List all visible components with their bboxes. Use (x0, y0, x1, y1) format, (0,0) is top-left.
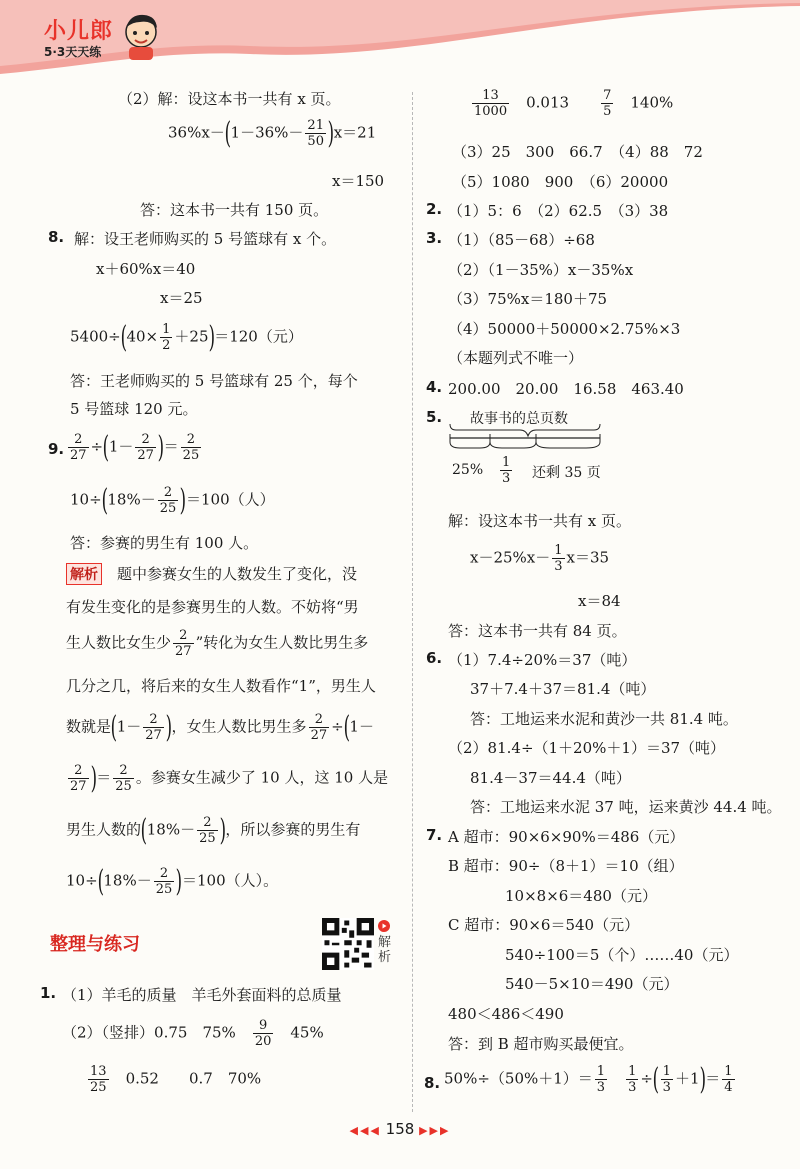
denominator: 4 (724, 1080, 733, 1095)
q5-diagram-fraction (498, 455, 514, 486)
fraction (143, 712, 164, 743)
q7-line-5: 540÷100＝5（个）……40（元） (505, 946, 739, 964)
q8-eq2: x＝25 (160, 289, 203, 307)
fraction (68, 763, 89, 794)
left-arrows-icon: ◀◀◀ (349, 1124, 381, 1137)
text: ÷ (331, 717, 344, 736)
fraction (661, 1064, 673, 1095)
q9-line2 (70, 482, 275, 518)
q6-line-2: 37＋7.4＋37＝81.4（吨） (470, 680, 656, 698)
fraction (88, 1064, 109, 1095)
numerator: 1 (554, 543, 563, 558)
paren: ) (219, 812, 226, 848)
numerator: 2 (181, 432, 202, 448)
numerator: 2 (135, 432, 156, 448)
numerator: 1 (662, 1064, 671, 1079)
q6-line-4: （2）81.4÷（1＋20%＋1）＝37（吨） (448, 739, 726, 757)
q6-line-5: 81.4－37＝44.4（吨） (470, 769, 631, 787)
q9-equation (66, 429, 203, 465)
q3-line-4: （4）50000＋50000×2.75%×3 (448, 320, 681, 338)
q8-eq3 (70, 319, 303, 355)
fraction (601, 88, 613, 119)
qr-label: 解析 (378, 935, 392, 965)
paren: ( (101, 482, 108, 518)
brand-sub: 5·3天天练 (44, 45, 102, 59)
q9-number: 9. (48, 440, 65, 458)
text: 1－ (108, 437, 134, 456)
right-arrows-icon: ▶▶▶ (419, 1124, 451, 1137)
text: ＝ (705, 1069, 721, 1088)
denominator: 20 (254, 1034, 272, 1049)
text: 10÷ (66, 871, 98, 890)
paren: ) (175, 863, 183, 899)
r3-line: （5）1080 900 （6）20000 (452, 173, 669, 191)
denominator: 25 (199, 831, 216, 846)
text: 18%－ (103, 871, 152, 890)
fraction (113, 763, 134, 794)
q4-text: 200.00 20.00 16.58 463.40 (448, 380, 684, 398)
q6-number: 6. (426, 649, 443, 667)
text: 40× (126, 327, 159, 346)
text: ÷ (90, 437, 104, 456)
numerator: 1 (502, 455, 511, 470)
analysis-line-3 (66, 628, 368, 659)
q7-line-1: A 超市：90×6×90%＝486（元） (448, 828, 685, 846)
paren: ) (327, 115, 335, 151)
q7-line-7: 480＜486＜490 (448, 1005, 564, 1023)
numerator: 21 (307, 118, 324, 133)
paren: ( (110, 709, 118, 745)
q3-line-3: （3）75%x＝180＋75 (448, 290, 608, 308)
play-icon (378, 920, 390, 932)
text: ＝100（人）。 (181, 871, 279, 890)
p1-line-2 (62, 1018, 324, 1049)
text: 题中参赛女生的人数发生了变化，没 (117, 565, 358, 583)
text: ＝120（元） (214, 327, 303, 346)
q3-line-5: （本题列式不唯一） (448, 349, 584, 367)
numerator: 13 (90, 1064, 107, 1079)
text: 36%x－ (168, 123, 225, 142)
text: ，所以参赛的男生有 (225, 820, 361, 839)
brand-logo (44, 14, 113, 60)
denominator: 27 (70, 779, 87, 794)
q8-intro: 解：设王老师购买的 5 号篮球有 x 个。 (74, 230, 337, 248)
numerator: 2 (68, 763, 89, 779)
q5-number: 5. (426, 408, 443, 426)
numerator: 13 (472, 88, 509, 104)
q6-line-3: 答：工地运来水泥和黄沙一共 81.4 吨。 (470, 710, 738, 728)
denominator: 27 (70, 448, 87, 463)
q9-answer: 答：参赛的男生有 100 人。 (70, 534, 259, 552)
q7b-x: x＝150 (332, 172, 385, 190)
paren: ( (652, 1061, 660, 1097)
q8-equation-right (444, 1061, 737, 1097)
denominator: 25 (155, 882, 173, 897)
text: x＝35 (566, 548, 610, 567)
denominator: 27 (175, 644, 192, 659)
column-divider (412, 92, 413, 1112)
q6-line-6: 答：工地运来水泥 37 吨，运来黄沙 44.4 吨。 (470, 798, 782, 816)
numerator: 2 (113, 763, 134, 779)
text: 0.52 0.7 70% (125, 1069, 262, 1088)
fraction (158, 485, 179, 516)
text: 1－ (349, 717, 374, 736)
q2-number: 2. (426, 200, 443, 218)
q7-line-8: 答：到 B 超市购买最便宜。 (448, 1035, 634, 1053)
q7b-equation (168, 115, 377, 151)
q7-line-2: B 超市：90÷（8＋1）＝10（组） (448, 857, 684, 875)
q8-number: 8. (48, 228, 65, 246)
denominator: 3 (554, 559, 563, 574)
text: 1－ (116, 717, 142, 736)
q3-line-2: （2）（1－35%）x－35%x (448, 261, 634, 279)
analysis-line-4: 几分之几，将后来的女生人数看作“1”，男生人 (66, 677, 376, 695)
text: ＝100（人） (185, 490, 275, 509)
numerator: 2 (197, 815, 218, 831)
text: ”转化为女生人数比男生多 (195, 633, 369, 652)
paren: ( (97, 863, 104, 899)
numerator: 2 (68, 432, 89, 448)
fraction (722, 1064, 734, 1095)
text: 18%－ (146, 820, 196, 839)
text: ，女生人数比男生多 (171, 717, 307, 736)
q8-eq1: x＋60%x＝40 (96, 260, 196, 278)
analysis-line-2: 有发生变化的是参赛男生的人数。不妨将“男 (66, 598, 359, 616)
denominator: 27 (145, 728, 162, 743)
text: ＝ (96, 768, 112, 787)
qr-code-icon[interactable] (322, 918, 374, 970)
analysis-line-7 (66, 812, 361, 848)
q7-line-4: C 超市：90×6＝540（元） (448, 916, 640, 934)
q4-number: 4. (426, 378, 443, 396)
brand-name: 小儿郎 (44, 19, 114, 44)
numerator: 1 (596, 1064, 606, 1079)
text: 45% (290, 1023, 324, 1042)
fraction (160, 322, 172, 353)
denominator: 25 (90, 1080, 107, 1095)
q7-line-6: 540－5×10＝490（元） (505, 975, 679, 993)
q5-intro: 解：设这本书一共有 x 页。 (448, 512, 631, 530)
fraction (173, 628, 194, 659)
fraction (626, 1064, 638, 1095)
fraction (472, 88, 509, 119)
q8-number-right: 8. (424, 1074, 441, 1092)
analysis-line-6 (66, 760, 389, 796)
denominator: 25 (182, 448, 200, 463)
text: 10÷ (70, 490, 102, 509)
paren: ) (157, 429, 165, 465)
text: 生人数比女生少 (66, 633, 172, 652)
q8-answer-1: 答：王老师购买的 5 号篮球有 25 个，每个 (70, 372, 358, 390)
text: 0.013 (526, 93, 570, 112)
numerator: 2 (143, 712, 164, 728)
text: 140% (630, 93, 674, 112)
mascot-icon (120, 10, 162, 62)
fraction (253, 1018, 274, 1049)
fraction (552, 543, 564, 574)
denominator: 3 (628, 1080, 637, 1095)
fraction (181, 432, 202, 463)
denominator: 1000 (474, 104, 508, 119)
paren: ( (120, 319, 127, 355)
denominator: 27 (310, 728, 328, 743)
text: 5400÷ (70, 327, 121, 346)
fraction (135, 432, 156, 463)
paren: ) (699, 1061, 706, 1097)
fraction (305, 118, 326, 149)
fraction (68, 432, 89, 463)
q7b-answer: 答：这本书一共有 150 页。 (140, 201, 329, 219)
q6-line-1: （1）7.4÷20%＝37（吨） (448, 651, 637, 669)
numerator: 1 (724, 1064, 733, 1079)
text: x－25%x－ (470, 548, 551, 567)
r1-line (470, 88, 673, 119)
q5-x: x＝84 (578, 592, 621, 610)
fraction (500, 455, 512, 486)
analysis-line-5 (66, 709, 374, 745)
denominator: 5 (603, 104, 612, 119)
text: 1－36%－ (230, 123, 304, 142)
denominator: 3 (502, 471, 511, 486)
paren: ( (102, 429, 110, 465)
q2-text: （1）5：6 （2）62.5 （3）38 (448, 202, 669, 220)
fraction (154, 866, 175, 897)
numerator: 9 (253, 1018, 274, 1034)
paren: ( (224, 115, 231, 151)
page-footer (0, 1120, 800, 1138)
numerator: 2 (158, 485, 179, 501)
q5-answer: 答：这本书一共有 84 页。 (448, 622, 627, 640)
section-title: 整理与练习 (50, 934, 140, 955)
numerator: 1 (162, 322, 171, 337)
paren: ) (90, 760, 97, 796)
text: 。参赛女生减少了 10 人，这 10 人是 (135, 768, 389, 787)
denominator: 3 (596, 1080, 606, 1095)
text: 50%÷（50%＋1）＝ (444, 1069, 593, 1088)
text: 18%－ (107, 490, 156, 509)
text: 男生人数的 (66, 820, 142, 839)
paren: ) (165, 709, 172, 745)
numerator: 2 (154, 866, 175, 882)
q7-line-3: 10×8×6＝480（元） (505, 887, 657, 905)
analysis-line-8 (66, 863, 279, 899)
q5-equation (470, 543, 609, 574)
numerator: 7 (603, 88, 612, 103)
denominator: 2 (162, 338, 171, 353)
analysis-line-1 (66, 563, 357, 585)
q7b-intro: （2）解：设这本书一共有 x 页。 (118, 90, 341, 108)
denominator: 25 (115, 779, 132, 794)
text: （2）（竖排）0.75 75% (62, 1023, 236, 1042)
numerator: 2 (309, 712, 330, 728)
text: x＝21 (333, 123, 377, 142)
paren: ( (140, 812, 148, 848)
p1-line-1: （1）羊毛的质量 羊毛外套面料的总质量 (62, 986, 342, 1004)
q5-line-diagram (446, 408, 616, 462)
fraction (595, 1064, 607, 1095)
analysis-tag: 解析 (66, 563, 102, 585)
r2-line: （3）25 300 66.7 （4）88 72 (452, 143, 703, 161)
q3-line-1: （1）（85－68）÷68 (448, 231, 595, 249)
text: ＝ (163, 437, 179, 456)
fraction (197, 815, 218, 846)
paren: ) (179, 482, 187, 518)
text: ＋1 (674, 1069, 700, 1088)
paren: ( (343, 709, 350, 745)
text: ÷ (640, 1069, 653, 1088)
text: ＋25 (174, 327, 209, 346)
q8-answer-2: 5 号篮球 120 元。 (70, 400, 198, 418)
q5-diagram-title: 故事书的总页数 (470, 411, 568, 427)
q7-number: 7. (426, 826, 443, 844)
numerator: 2 (173, 628, 194, 644)
denominator: 27 (137, 448, 154, 463)
p1-number: 1. (40, 984, 57, 1002)
fraction (309, 712, 330, 743)
denominator: 3 (662, 1080, 671, 1095)
denominator: 25 (159, 501, 177, 516)
q3-number: 3. (426, 229, 443, 247)
p1-line-3 (86, 1064, 261, 1095)
denominator: 50 (307, 134, 324, 149)
paren: ) (208, 319, 215, 355)
numerator: 1 (628, 1064, 637, 1079)
text: 数就是 (66, 717, 112, 736)
page-number: 158 (385, 1120, 415, 1138)
q5-diagram-25: 25% (452, 462, 484, 478)
q5-diagram-rest: 还剩 35 页 (532, 465, 601, 481)
